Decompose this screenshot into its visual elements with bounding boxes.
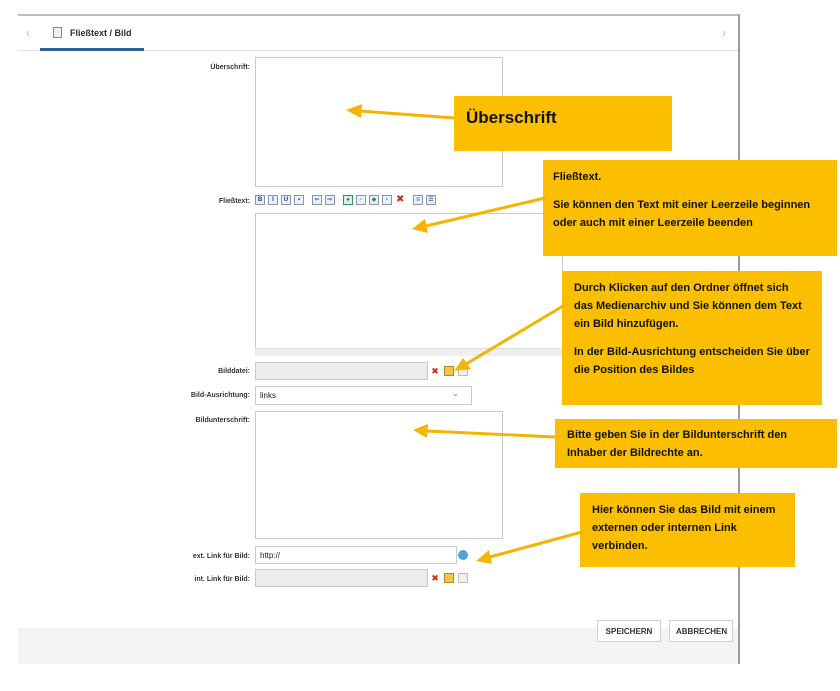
arrow-link <box>490 532 582 557</box>
callout-bildunterschrift: Bitte geben Sie in der Bildunterschrift den Inhaber der Bildrechte an. <box>555 419 837 468</box>
globe-icon[interactable]: ● <box>343 195 353 205</box>
ausrichtung-label: Bild-Ausrichtung: <box>190 392 250 399</box>
callout-fliesstext-body: Sie können den Text mit einer Leerzeile beginnen oder auch mit einer Leerzeile beenden <box>553 199 811 229</box>
callout-bild-text-1: Durch Klicken auf den Ordner öffnet sich das Medienarchiv und Sie können dem Text ein Bild hinzufügen. <box>574 282 802 330</box>
save-button[interactable]: SPEICHERN <box>597 620 661 642</box>
ueberschrift-label: Überschrift: <box>210 64 250 71</box>
clear-icon[interactable]: ✖ <box>431 366 439 376</box>
unlink-icon[interactable]: ⇨ <box>325 195 335 205</box>
link-icon[interactable]: ⇦ <box>312 195 322 205</box>
bildunterschrift-label: Bildunterschrift: <box>195 417 250 424</box>
underline-icon[interactable]: U <box>281 195 291 205</box>
fliesstext-label: Fließtext: <box>218 198 250 205</box>
tab-label: Fließtext / Bild <box>70 28 132 38</box>
arrow-bildunterschrift <box>427 431 555 437</box>
clear-icon[interactable]: ✖ <box>431 573 439 583</box>
arrow-ueberschrift <box>360 111 454 118</box>
delete-icon[interactable]: ✖ <box>396 194 405 205</box>
arrowhead-ueberschrift <box>346 104 362 118</box>
int-link-label: int. Link für Bild: <box>194 576 250 583</box>
ext-link-label: ext. Link für Bild: <box>192 553 250 560</box>
cancel-button[interactable]: ABBRECHEN <box>669 620 733 642</box>
callout-ueberschrift: Überschrift <box>454 96 672 151</box>
dropdown-arrow-icon: ⌄ <box>452 389 459 398</box>
arrow-fliesstext <box>426 198 545 226</box>
anchor-icon[interactable]: ◦ <box>356 195 366 205</box>
ordered-list-icon[interactable]: ☰ <box>426 195 436 205</box>
arrowhead-bildunterschrift <box>413 424 428 438</box>
ext-link-value: http:// <box>260 551 281 560</box>
italic-icon[interactable]: I <box>268 195 278 205</box>
bilddatei-label: Bilddatei: <box>218 368 250 375</box>
chevron-right-icon[interactable]: › <box>722 26 726 40</box>
chevron-left-icon[interactable]: ‹ <box>26 26 30 40</box>
arrowhead-link <box>476 550 492 564</box>
arrowhead-fliesstext <box>412 219 428 233</box>
paste-icon[interactable]: ▫ <box>382 195 392 205</box>
arrowhead-bilddatei <box>454 358 471 371</box>
list-icon[interactable]: ≡ <box>413 195 423 205</box>
ausrichtung-value: links <box>260 391 277 400</box>
bold-icon[interactable]: B <box>255 195 265 205</box>
insert-icon[interactable]: ◆ <box>369 195 379 205</box>
callout-fliesstext-title: Fließtext. <box>553 171 602 183</box>
callout-link: Hier können Sie das Bild mit einem externen oder internen Link verbinden. <box>580 493 795 567</box>
arrow-bilddatei <box>466 303 568 364</box>
callout-bild-text-2: In der Bild-Ausrichtung entscheiden Sie über die Position des Bildes <box>574 346 810 376</box>
image-icon[interactable]: ▪ <box>294 195 304 205</box>
